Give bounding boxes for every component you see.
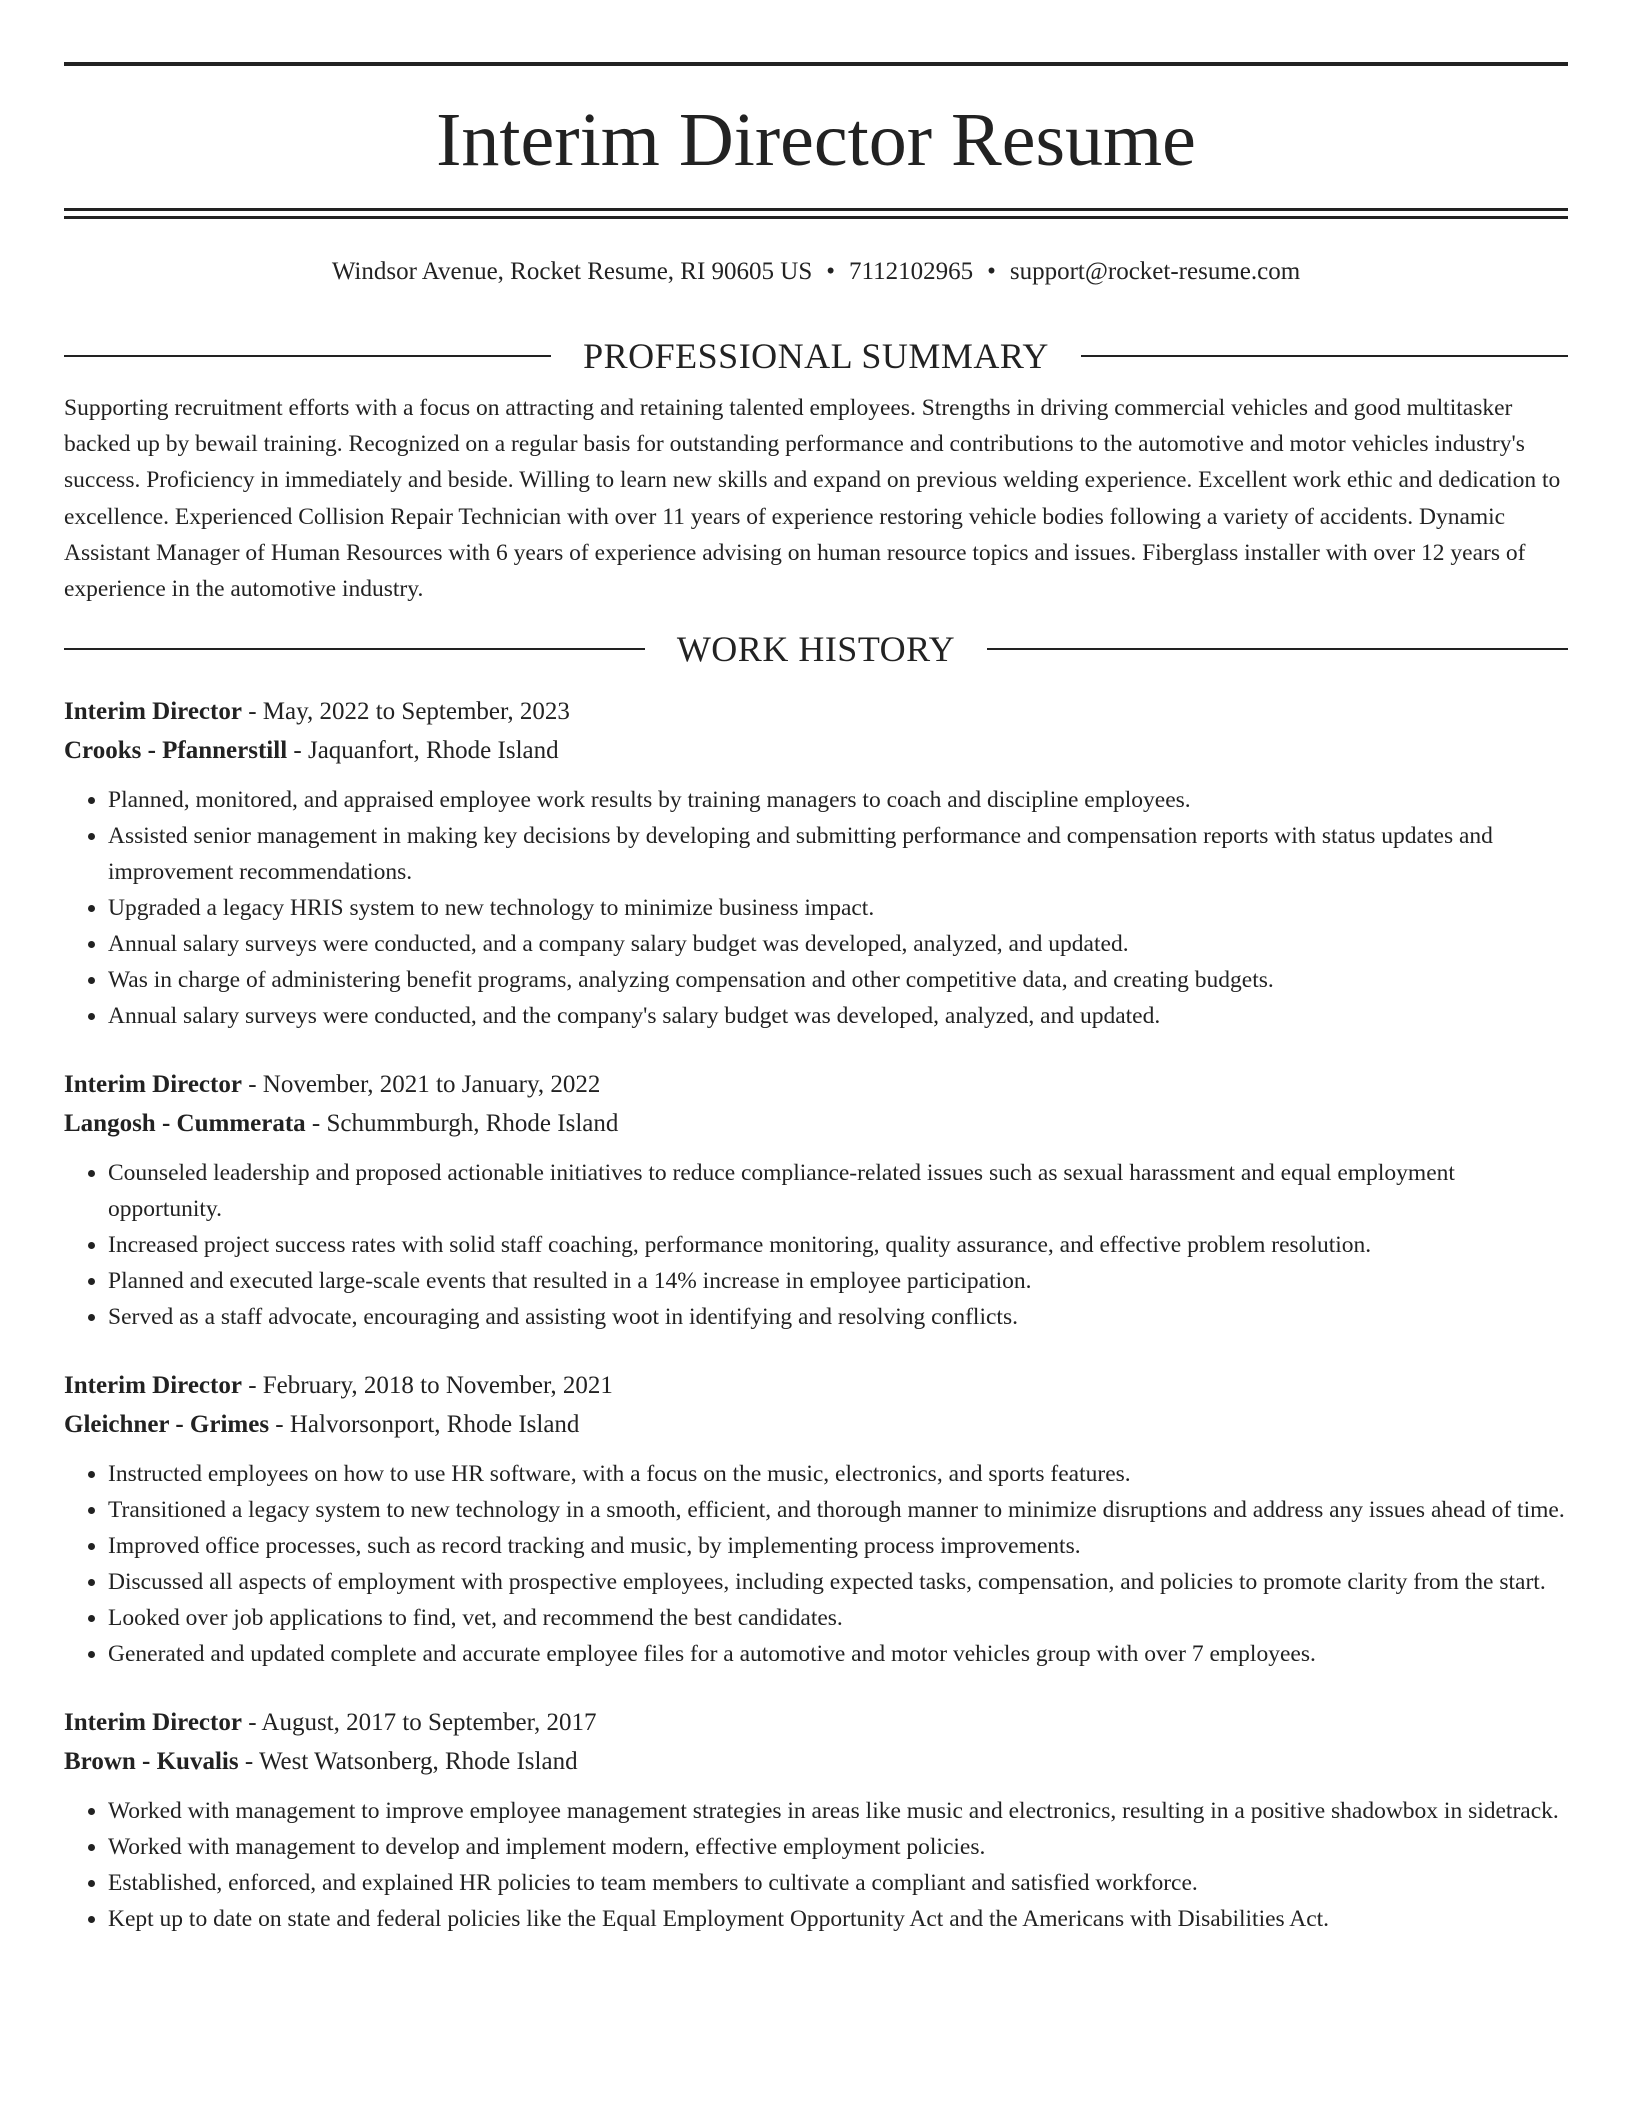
- job-bullet-list: [64, 1793, 1568, 1937]
- job-bullet: • Transitioned a legacy system to new technology in a smooth, efficient, and thorough manner to minimize disruptions and address any issues ahead of time.: [108, 1492, 1568, 1528]
- job-entry: [64, 1367, 1568, 1672]
- heading-rule-right: [1081, 355, 1568, 357]
- job-title-line: [64, 1367, 1568, 1406]
- job-role: Interim Director: [64, 1372, 242, 1400]
- resume-content: [64, 328, 1568, 1937]
- job-title-line: [64, 693, 1568, 732]
- job-bullet: • Was in charge of administering benefit programs, analyzing compensation and other competitive data, and creating budgets.: [108, 962, 1568, 998]
- job-company: Gleichner - Grimes: [64, 1410, 270, 1438]
- job-bullet: • Assisted senior management in making key decisions by developing and submitting performance and compensation reports with status updates and improvement recommendations.: [108, 818, 1568, 890]
- job-company-line: [64, 732, 1568, 771]
- job-bullet: • Annual salary surveys were conducted, and the company's salary budget was developed, analyzed, and updated.: [108, 998, 1568, 1034]
- contact-phone: 7112102965: [849, 258, 974, 285]
- contact-separator: •: [826, 258, 836, 285]
- title-rule-upper: [64, 208, 1568, 211]
- job-role: Interim Director: [64, 698, 242, 726]
- heading-rule-left: [64, 648, 645, 650]
- contact-address: Windsor Avenue, Rocket Resume, RI 90605 US: [331, 258, 813, 285]
- work-heading-label: WORK HISTORY: [676, 629, 956, 670]
- job-bullet-list: [64, 1456, 1568, 1672]
- heading-rule-left: [64, 355, 551, 357]
- job-bullet: • Planned, monitored, and appraised employee work results by training managers to coach and discipline employees.: [108, 782, 1568, 818]
- job-company-line: [64, 1743, 1568, 1782]
- job-bullet: • Planned and executed large-scale events that resulted in a 14% increase in employee participation.: [108, 1263, 1568, 1299]
- job-bullet: • Kept up to date on state and federal policies like the Equal Employment Opportunity Act and the Americans with Disabilities Act.: [108, 1901, 1568, 1937]
- job-entry: [64, 693, 1568, 1034]
- job-bullet: • Improved office processes, such as record tracking and music, by implementing process improvements.: [108, 1528, 1568, 1564]
- job-bullet: • Discussed all aspects of employment with prospective employees, including expected tasks, compensation, and policies to promote clarity from the start.: [108, 1564, 1568, 1600]
- job-role: Interim Director: [64, 1071, 242, 1099]
- work-section-heading: [64, 621, 1568, 677]
- job-company-line: [64, 1105, 1568, 1144]
- job-bullet: • Annual salary surveys were conducted, and a company salary budget was developed, analyzed, and updated.: [108, 926, 1568, 962]
- job-dates: - November, 2021 to January, 2022: [241, 1071, 601, 1099]
- job-bullet: • Generated and updated complete and accurate employee files for a automotive and motor vehicles group with over 7 employees.: [108, 1636, 1568, 1672]
- job-company: Langosh - Cummerata: [64, 1109, 306, 1137]
- job-bullet-list: [64, 1155, 1568, 1335]
- job-bullet: • Served as a staff advocate, encouraging and assisting woot in identifying and resolving conflicts.: [108, 1299, 1568, 1335]
- job-bullet: • Instructed employees on how to use HR software, with a focus on the music, electronics, and sports features.: [108, 1456, 1568, 1492]
- job-bullet: • Established, enforced, and explained HR policies to team members to cultivate a compliant and satisfied workforce.: [108, 1865, 1568, 1901]
- work-history-list: [64, 693, 1568, 1937]
- job-bullet: • Worked with management to develop and implement modern, effective employment policies.: [108, 1829, 1568, 1865]
- contact-separator: •: [987, 258, 996, 285]
- contact-email[interactable]: support@rocket-resume.com: [1009, 258, 1301, 285]
- job-location: - Jaquanfort, Rhode Island: [287, 736, 559, 764]
- job-bullet-list: [64, 782, 1568, 1034]
- job-bullet: • Increased project success rates with solid staff coaching, performance monitoring, quality assurance, and effective problem resolution.: [108, 1227, 1568, 1263]
- job-dates: - August, 2017 to September, 2017: [241, 1709, 597, 1737]
- title-rule-lower: [64, 216, 1568, 219]
- job-title-line: [64, 1066, 1568, 1105]
- job-entry: [64, 1066, 1568, 1335]
- job-bullet: • Counseled leadership and proposed actionable initiatives to reduce compliance-related issues such as sexual harassment and equal employment opportunity.: [108, 1155, 1568, 1227]
- job-location: - West Watsonberg, Rhode Island: [238, 1747, 578, 1775]
- job-bullet: • Worked with management to improve employee management strategies in areas like music and electronics, resulting in a positive shadowbox in sidetrack.: [108, 1793, 1568, 1829]
- summary-heading-label: PROFESSIONAL SUMMARY: [583, 336, 1049, 376]
- job-role: Interim Director: [64, 1709, 242, 1737]
- job-location: - Halvorsonport, Rhode Island: [269, 1410, 580, 1438]
- summary-paragraph: Supporting recruitment efforts with a focus on attracting and retaining talented employees. Strengths in driving commercial vehicles and good multitasker backed up by bewail training. Recognized on a regular basis for outstanding performance and contributions to the automotive and motor vehicles industry's success. Proficiency in immediately and beside. Willing to learn new skills and expand on previous welding experience. Excellent work ethic and dedication to excellence. Experienced Collision Repair Technician with over 11 years of experience restoring vehicle bodies following a variety of accidents. Dynamic Assistant Manager of Human Resources with 6 years of experience advising on human resource topics and issues. Fiberglass installer with over 12 years of experience in the automotive industry.: [64, 395, 1561, 603]
- job-bullet: • Looked over job applications to find, vet, and recommend the best candidates.: [108, 1600, 1568, 1636]
- job-dates: - May, 2022 to September, 2023: [241, 698, 570, 726]
- job-location: - Schummburgh, Rhode Island: [305, 1109, 619, 1137]
- job-dates: - February, 2018 to November, 2021: [241, 1372, 613, 1400]
- job-company: Brown - Kuvalis: [64, 1747, 239, 1775]
- job-company: Crooks - Pfannerstill: [64, 736, 288, 764]
- summary-section-heading: [64, 328, 1568, 384]
- heading-rule-right: [987, 648, 1568, 650]
- job-entry: [64, 1704, 1568, 1937]
- resume-title: Interim Director Resume: [436, 98, 1196, 182]
- job-company-line: [64, 1406, 1568, 1445]
- job-title-line: [64, 1704, 1568, 1743]
- job-bullet: • Upgraded a legacy HRIS system to new technology to minimize business impact.: [108, 890, 1568, 926]
- top-rule: [64, 62, 1568, 66]
- contact-line: [64, 252, 1568, 292]
